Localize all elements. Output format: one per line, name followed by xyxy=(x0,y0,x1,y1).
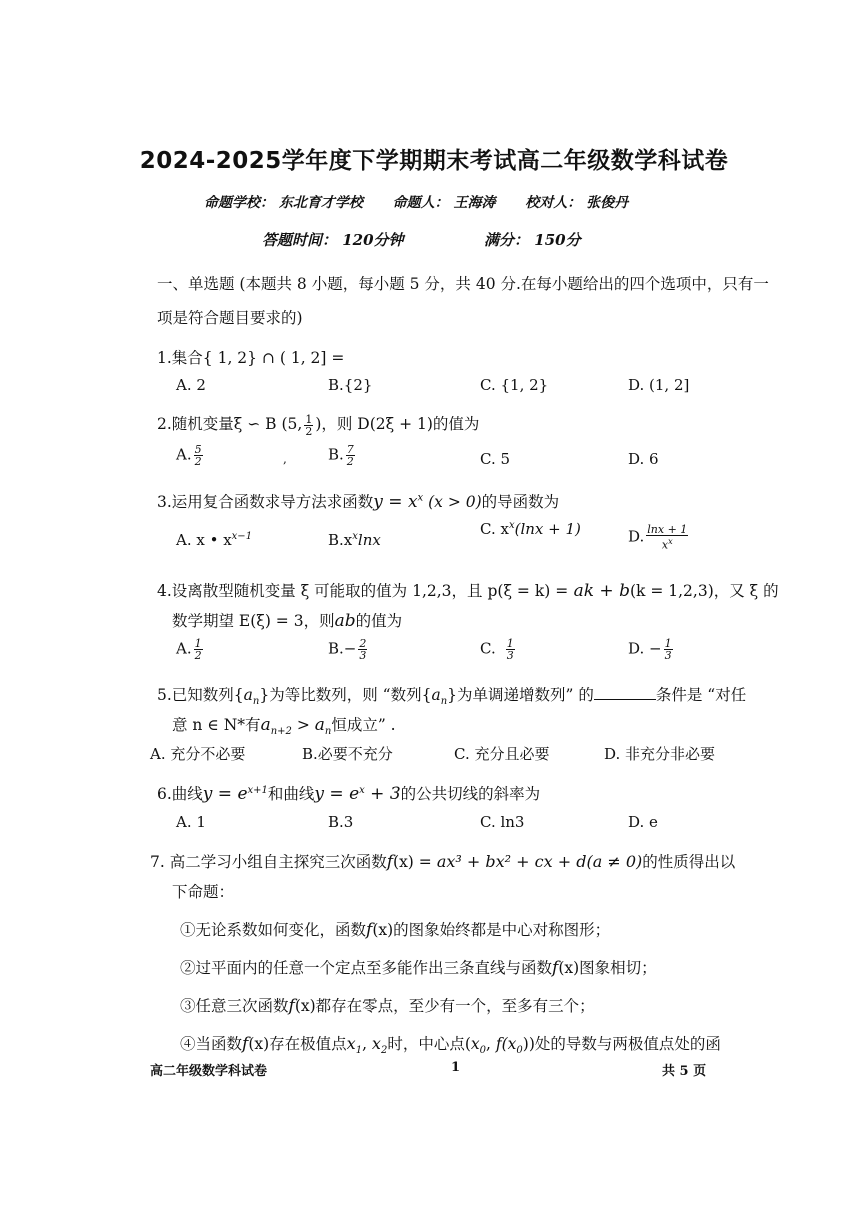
q4-c-num: 1 xyxy=(506,637,514,650)
question-7-line1 xyxy=(150,850,735,872)
q1-option-a: A. 2 xyxy=(176,376,206,394)
q4-option-c xyxy=(480,638,517,661)
q6-curve2-post: + 3 xyxy=(364,784,401,804)
q2-option-c: C. 5 xyxy=(480,450,511,468)
q4-b-num: 2 xyxy=(359,637,367,650)
q4-line2-post: 的值为 xyxy=(355,612,403,630)
q4-a-label: A. xyxy=(176,639,192,658)
q5-n3: n xyxy=(324,726,332,738)
q7-p4-mid: (x)存在极值点 xyxy=(248,1035,347,1053)
q6-curve2: y = e xyxy=(314,784,360,804)
q4-d-frac xyxy=(664,638,673,661)
q6-mid: 和曲线 xyxy=(267,785,315,803)
q3-d-den-exp: x xyxy=(668,537,673,546)
q3-b-text: B.x xyxy=(328,531,353,549)
q2-b-den: 2 xyxy=(346,455,354,468)
q5-n-plus-2: n+2 xyxy=(270,726,292,738)
school-label: 命题学校： xyxy=(204,195,274,211)
q7-p4-sub0: 0 xyxy=(479,1045,487,1057)
q2-fraction xyxy=(304,414,313,437)
q7-p4-x0: x xyxy=(470,1035,480,1053)
q6-curve2-exp: x xyxy=(359,784,365,796)
q7-f: f xyxy=(386,852,394,872)
q5-post: 条件是 “对任 xyxy=(655,686,747,704)
q2-frac-num: 1 xyxy=(305,412,313,426)
q4-option-d xyxy=(628,638,675,661)
q4-a-den: 2 xyxy=(194,649,202,662)
q4-b-label: B.− xyxy=(328,639,357,658)
q4-c-label: C. xyxy=(480,639,496,658)
q5-pre: 5.已知数列{ xyxy=(157,686,244,704)
q6-option-a: A. 1 xyxy=(176,813,206,831)
q4-line2-pre: 数学期望 E(ξ) = 3，则 xyxy=(172,612,335,630)
q7-poly: ax³ + bx² + cx + d(a ≠ 0) xyxy=(431,852,643,871)
q2-option-b xyxy=(328,444,357,467)
q4-line2-math: ab xyxy=(334,611,356,631)
footer-page-number: 1 xyxy=(451,1060,461,1075)
q4-option-a xyxy=(176,638,205,661)
q7-p4-post: ))处的导数与两极值点处的函 xyxy=(522,1035,721,1053)
q7-p4-comma: , xyxy=(362,1035,372,1053)
q3-option-b xyxy=(328,531,381,549)
q2-a-label: A. xyxy=(176,445,192,464)
q3-d-num: lnx + 1 xyxy=(647,523,688,536)
q7-proposition-1 xyxy=(180,918,610,940)
q5-a: a xyxy=(243,686,253,704)
q7-p2-post: (x)图象相切； xyxy=(558,959,657,977)
q7-p4-sub0b: 0 xyxy=(516,1045,523,1057)
question-7-line2: 下命题： xyxy=(172,883,235,901)
q2-a-den: 2 xyxy=(194,455,202,468)
q5-option-d: D. 非充分非必要 xyxy=(604,745,716,763)
q7-p2-f: f xyxy=(552,958,559,978)
q3-c-text: C. x xyxy=(480,520,509,538)
time-value: 120分钟 xyxy=(342,231,404,249)
score-value: 150分 xyxy=(534,231,581,249)
q1-option-d: D. (1, 2] xyxy=(628,376,690,394)
q7-p4-mid2: 时，中心点( xyxy=(387,1035,471,1053)
q2-a-frac xyxy=(194,444,203,467)
q4-c-den: 3 xyxy=(506,649,514,662)
q2-stem-pre: 2.随机变量ξ ∽ B (5, xyxy=(157,415,303,433)
q4-d-label: D. − xyxy=(628,639,662,658)
q5-answer-blank xyxy=(594,685,656,700)
q5-gt: > xyxy=(291,716,315,734)
q3-function xyxy=(373,492,423,512)
author-name: 王海涛 xyxy=(453,195,496,211)
q4-d-num: 1 xyxy=(664,637,672,650)
q1-option-c: C. {1, 2} xyxy=(480,376,549,394)
q3-d-label: D. xyxy=(628,527,645,546)
question-2-stem xyxy=(157,412,479,437)
q6-pre: 6.曲线 xyxy=(157,785,203,803)
q7-p4-x1: x xyxy=(346,1034,356,1053)
q7-p4-fx0: (x xyxy=(501,1035,517,1053)
meta-line xyxy=(204,192,628,212)
q3-a-text: A. x • x xyxy=(176,531,232,549)
q7-p1-post: (x)的图象始终都是中心对称图形； xyxy=(372,921,611,939)
q3-option-c xyxy=(480,520,581,538)
q3-d-frac xyxy=(646,524,688,551)
q5-a2: a xyxy=(431,686,441,704)
q4-a-num: 1 xyxy=(194,637,202,650)
question-3-stem xyxy=(157,490,559,512)
q5-mid: }为等比数列，则 “数列{ xyxy=(259,686,432,704)
school-name: 东北育才学校 xyxy=(278,195,363,211)
q7-p3-f: f xyxy=(288,996,295,1016)
q5-option-b: B.必要不充分 xyxy=(302,745,393,763)
question-1-stem: 1.集合{ 1, 2} ∩ ( 1, 2] = xyxy=(157,349,345,367)
q5-a4: a xyxy=(314,715,325,735)
question-5-line2 xyxy=(172,713,396,737)
time-score-line xyxy=(262,229,581,250)
q6-option-d: D. e xyxy=(628,813,658,831)
q7-p4-pre: ④当函数 xyxy=(180,1035,243,1053)
q7-p2-pre: ②过平面内的任意一个定点至多能作出三条直线与函数 xyxy=(180,959,553,977)
q7-mid: (x) = xyxy=(393,853,432,871)
q3-d-den: x xyxy=(661,538,669,552)
q3-stem-pre: 3.运用复合函数求导方法求函数 xyxy=(157,493,374,511)
score-label: 满分： xyxy=(484,231,530,249)
q7-proposition-4 xyxy=(180,1032,721,1056)
author-label: 命题人： xyxy=(392,195,449,211)
q7-proposition-2 xyxy=(180,956,657,978)
q4-line1-post: (k = 1,2,3)，又 ξ 的 xyxy=(629,582,779,600)
q4-line1-math: ak + b xyxy=(568,581,630,601)
q4-b-frac xyxy=(358,638,367,661)
q7-p1-pre: ①无论系数如何变化，函数 xyxy=(180,921,367,939)
q2-stem-post: )，则 D(2ξ + 1)的值为 xyxy=(315,415,480,433)
q4-c-frac xyxy=(506,638,515,661)
q4-a-frac xyxy=(194,638,203,661)
q6-curve1-exp: x+1 xyxy=(247,784,268,796)
q6-option-b: B.3 xyxy=(328,813,354,831)
q5-a3: a xyxy=(260,715,271,735)
q6-option-c: C. ln3 xyxy=(480,813,525,831)
q2-b-label: B. xyxy=(328,445,344,464)
q3-a-exp: x−1 xyxy=(231,531,253,542)
footer-exam-name: 高二年级数学科试卷 xyxy=(150,1064,268,1079)
q5-option-a: A. 充分不必要 xyxy=(150,745,246,763)
q2-option-a xyxy=(176,444,205,467)
q3-b-exp: x xyxy=(352,531,358,542)
q3-d-den-wrap xyxy=(662,536,673,551)
question-5-line1 xyxy=(157,683,746,707)
q2-b-num: 7 xyxy=(346,443,354,456)
q7-p3-pre: ③任意三次函数 xyxy=(180,997,289,1015)
q7-p4-x2: x xyxy=(371,1034,381,1053)
q4-b-den: 3 xyxy=(359,649,367,662)
q1-option-b: B.{2} xyxy=(328,376,373,394)
q3-c-post: (lnx + 1) xyxy=(514,520,581,538)
q7-p1-f: f xyxy=(366,920,373,940)
q2-a-num: 5 xyxy=(194,443,202,456)
question-4-line2 xyxy=(172,609,402,631)
q5-line2-pre: 意 n ∈ N*有 xyxy=(172,716,261,734)
q7-p4-f: f xyxy=(242,1034,249,1054)
q3-func-base: y = x xyxy=(373,492,418,512)
reviewer-name: 张俊丹 xyxy=(586,195,629,211)
q4-d-den: 3 xyxy=(664,649,672,662)
section-heading-line1: 一、单选题 (本题共 8 小题，每小题 5 分，共 40 分.在每小题给出的四个选项中，只有一 xyxy=(157,275,769,293)
q5-line2-post: 恒成立” . xyxy=(331,716,396,734)
q3-condition: (x > 0) xyxy=(423,493,482,511)
q5-mid2: }为单调递增数列” 的 xyxy=(447,686,594,704)
footer-total-pages: 共 5 页 xyxy=(662,1064,707,1079)
q6-curve1: y = e xyxy=(202,784,248,804)
q7-p4-sub2: 2 xyxy=(380,1045,388,1057)
q3-option-a xyxy=(176,531,252,549)
exam-title: 2024-2025学年度下学期期末考试高二年级数学科试卷 xyxy=(139,148,729,174)
q5-option-c: C. 充分且必要 xyxy=(454,745,550,763)
q3-func-exp: x xyxy=(417,492,424,504)
q5-n: n xyxy=(252,696,260,708)
q4-option-b xyxy=(328,638,369,661)
q2-b-frac xyxy=(346,444,355,467)
q2-frac-den: 2 xyxy=(305,424,313,438)
q7-proposition-3 xyxy=(180,994,595,1016)
q3-stem-post: 的导函数为 xyxy=(481,493,560,511)
reviewer-label: 校对人： xyxy=(525,195,582,211)
scan-mark: , xyxy=(283,452,287,466)
q2-option-d: D. 6 xyxy=(628,450,659,468)
time-label: 答题时间： xyxy=(262,231,338,249)
question-4-line1 xyxy=(157,579,779,601)
question-6-stem xyxy=(157,782,540,804)
q7-post: 的性质得出以 xyxy=(642,853,736,871)
q7-p4-f2: f xyxy=(495,1035,502,1053)
q3-b-post: lnx xyxy=(357,531,381,549)
q7-p4-sub1: 1 xyxy=(355,1045,363,1057)
q6-post: 的公共切线的斜率为 xyxy=(400,785,541,803)
q7-p3-post: (x)都存在零点，至少有一个，至多有三个； xyxy=(294,997,595,1015)
q7-p4-comma2: , xyxy=(486,1035,496,1053)
q3-option-d xyxy=(628,524,690,551)
q5-n2: n xyxy=(440,696,448,708)
q4-line1-pre: 4.设离散型随机变量 ξ 可能取的值为 1,2,3，且 p(ξ = k) = xyxy=(157,582,569,600)
q3-c-exp: x xyxy=(508,520,515,531)
q7-pre: 7. 高二学习小组自主探究三次函数 xyxy=(150,853,387,871)
section-heading-line2: 项是符合题目要求的) xyxy=(157,309,303,327)
